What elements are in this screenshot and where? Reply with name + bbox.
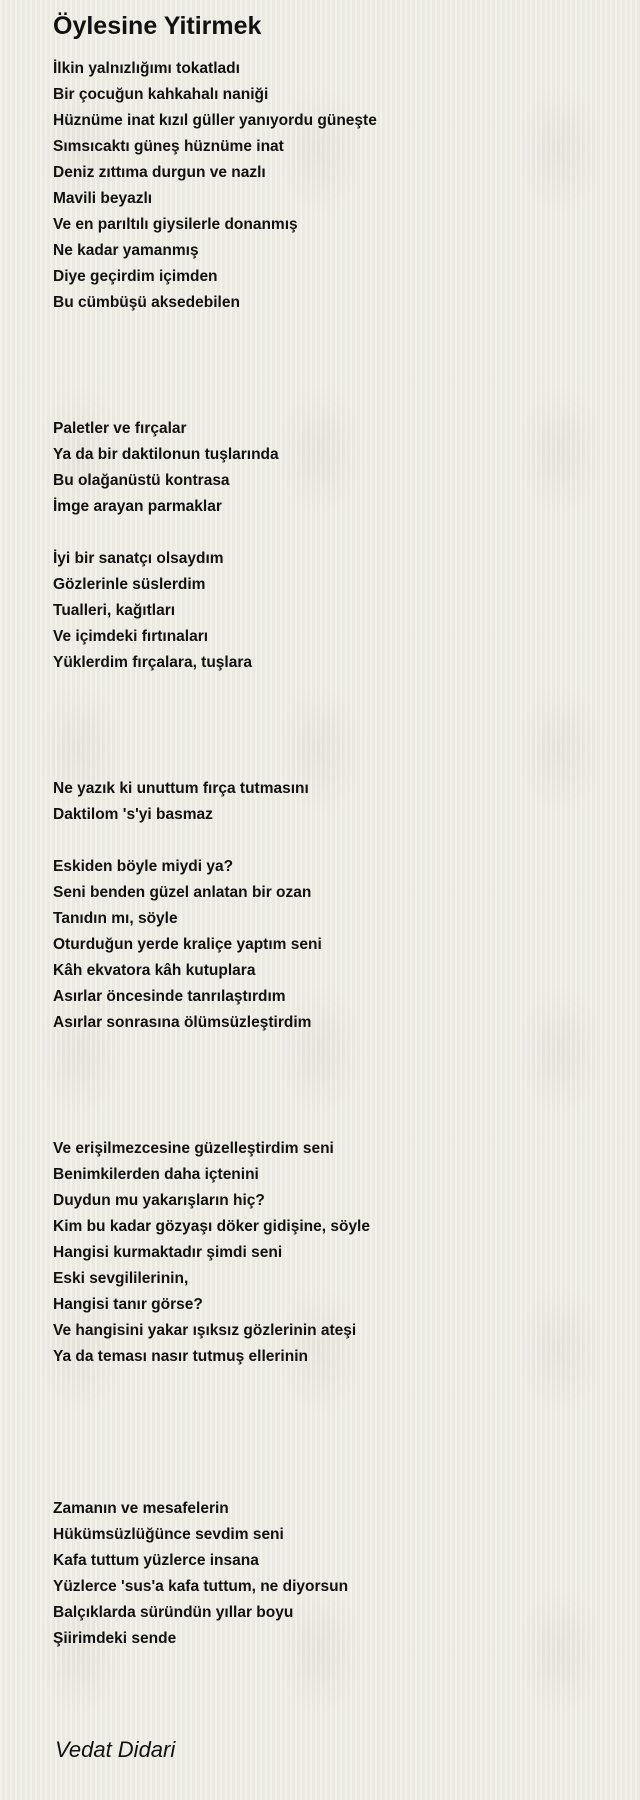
poem-line: Asırlar sonrasına ölümsüzleştirdim <box>53 1014 312 1031</box>
poem-line: Ve içimdeki fırtınaları <box>53 628 209 645</box>
stanza-2 <box>53 416 613 520</box>
poem-line: Tualleri, kağıtları <box>53 602 176 619</box>
poem-line: Diye geçirdim içimden <box>53 268 218 285</box>
poem-line: Asırlar öncesinde tanrılaştırdım <box>53 988 286 1005</box>
poem-line: Ve erişilmezcesine güzelleştirdim seni <box>53 1140 334 1157</box>
stanza-4 <box>53 776 613 828</box>
poem-line: Eski sevgililerinin, <box>53 1270 189 1287</box>
poem-line: Bu cümbüşü aksedebilen <box>53 294 240 311</box>
poem-line: Ne kadar yamanmış <box>53 242 199 259</box>
poem-line: Hüznüme inat kızıl güller yanıyordu güneşte <box>53 112 377 129</box>
poem-author: Vedat Didari <box>55 1737 176 1762</box>
poem-line: Bu olağanüstü kontrasa <box>53 472 230 489</box>
stanza-7 <box>53 1496 613 1652</box>
poem-line: Deniz zıttıma durgun ve nazlı <box>53 164 266 181</box>
stanza-gap <box>53 520 613 546</box>
stanza-3 <box>53 546 613 676</box>
poem-line: İlkin yalnızlığımı tokatladı <box>53 60 240 77</box>
poem-line: Hangisi tanır görse? <box>53 1296 203 1313</box>
poem-line: Daktilom 's'yi basmaz <box>53 806 213 823</box>
poem-line: Tanıdın mı, söyle <box>53 910 178 927</box>
poem-line: Bir çocuğun kahkahalı naniği <box>53 86 269 103</box>
poem-line: İyi bir sanatçı olsaydım <box>53 550 224 567</box>
poem-line: Ve en parıltılı giysilerle donanmış <box>53 216 298 233</box>
poem-line: Yüklerdim fırçalara, tuşlara <box>53 654 253 671</box>
poem-line: Ve hangisini yakar ışıksız gözlerinin ateşi <box>53 1322 357 1339</box>
poem-container <box>53 10 613 1652</box>
stanza-gap <box>53 316 613 416</box>
poem-line: Şiirimdeki sende <box>53 1630 177 1647</box>
poem-line: Kâh ekvatora kâh kutuplara <box>53 962 256 979</box>
poem-line: İmge arayan parmaklar <box>53 498 222 515</box>
stanza-1 <box>53 56 613 316</box>
poem-line: Kim bu kadar gözyaşı döker gidişine, söyle <box>53 1218 370 1235</box>
stanza-gap <box>53 1036 613 1136</box>
poem-line: Hükümsüzlüğünce sevdim seni <box>53 1526 284 1543</box>
stanza-gap <box>53 1370 613 1496</box>
stanza-6 <box>53 1136 613 1370</box>
poem-line: Sımsıcaktı güneş hüznüme inat <box>53 138 284 155</box>
poem-line: Gözlerinle süslerdim <box>53 576 206 593</box>
poem-title: Öylesine Yitirmek <box>53 12 262 40</box>
poem-line: Balçıklarda süründün yıllar boyu <box>53 1604 294 1621</box>
poem-line: Zamanın ve mesafelerin <box>53 1500 229 1517</box>
poem-line: Duydun mu yakarışların hiç? <box>53 1192 265 1209</box>
poem-line: Oturduğun yerde kraliçe yaptım seni <box>53 936 322 953</box>
poem-line: Eskiden böyle miydi ya? <box>53 858 234 875</box>
poem-line: Ya da bir daktilonun tuşlarında <box>53 446 279 463</box>
poem-line: Mavili beyazlı <box>53 190 153 207</box>
poem-line: Ya da teması nasır tutmuş ellerinin <box>53 1348 308 1365</box>
poem-line: Ne yazık ki unuttum fırça tutmasını <box>53 780 309 797</box>
stanza-gap <box>53 828 613 854</box>
poem-line: Kafa tuttum yüzlerce insana <box>53 1552 259 1569</box>
poem-line: Benimkilerden daha içtenini <box>53 1166 259 1183</box>
poem-line: Yüzlerce 'sus'a kafa tuttum, ne diyorsun <box>53 1578 349 1595</box>
stanza-5 <box>53 854 613 1036</box>
poem-line: Seni benden güzel anlatan bir ozan <box>53 884 312 901</box>
stanza-gap <box>53 676 613 776</box>
poem-line: Hangisi kurmaktadır şimdi seni <box>53 1244 283 1261</box>
poem-line: Paletler ve fırçalar <box>53 420 187 437</box>
